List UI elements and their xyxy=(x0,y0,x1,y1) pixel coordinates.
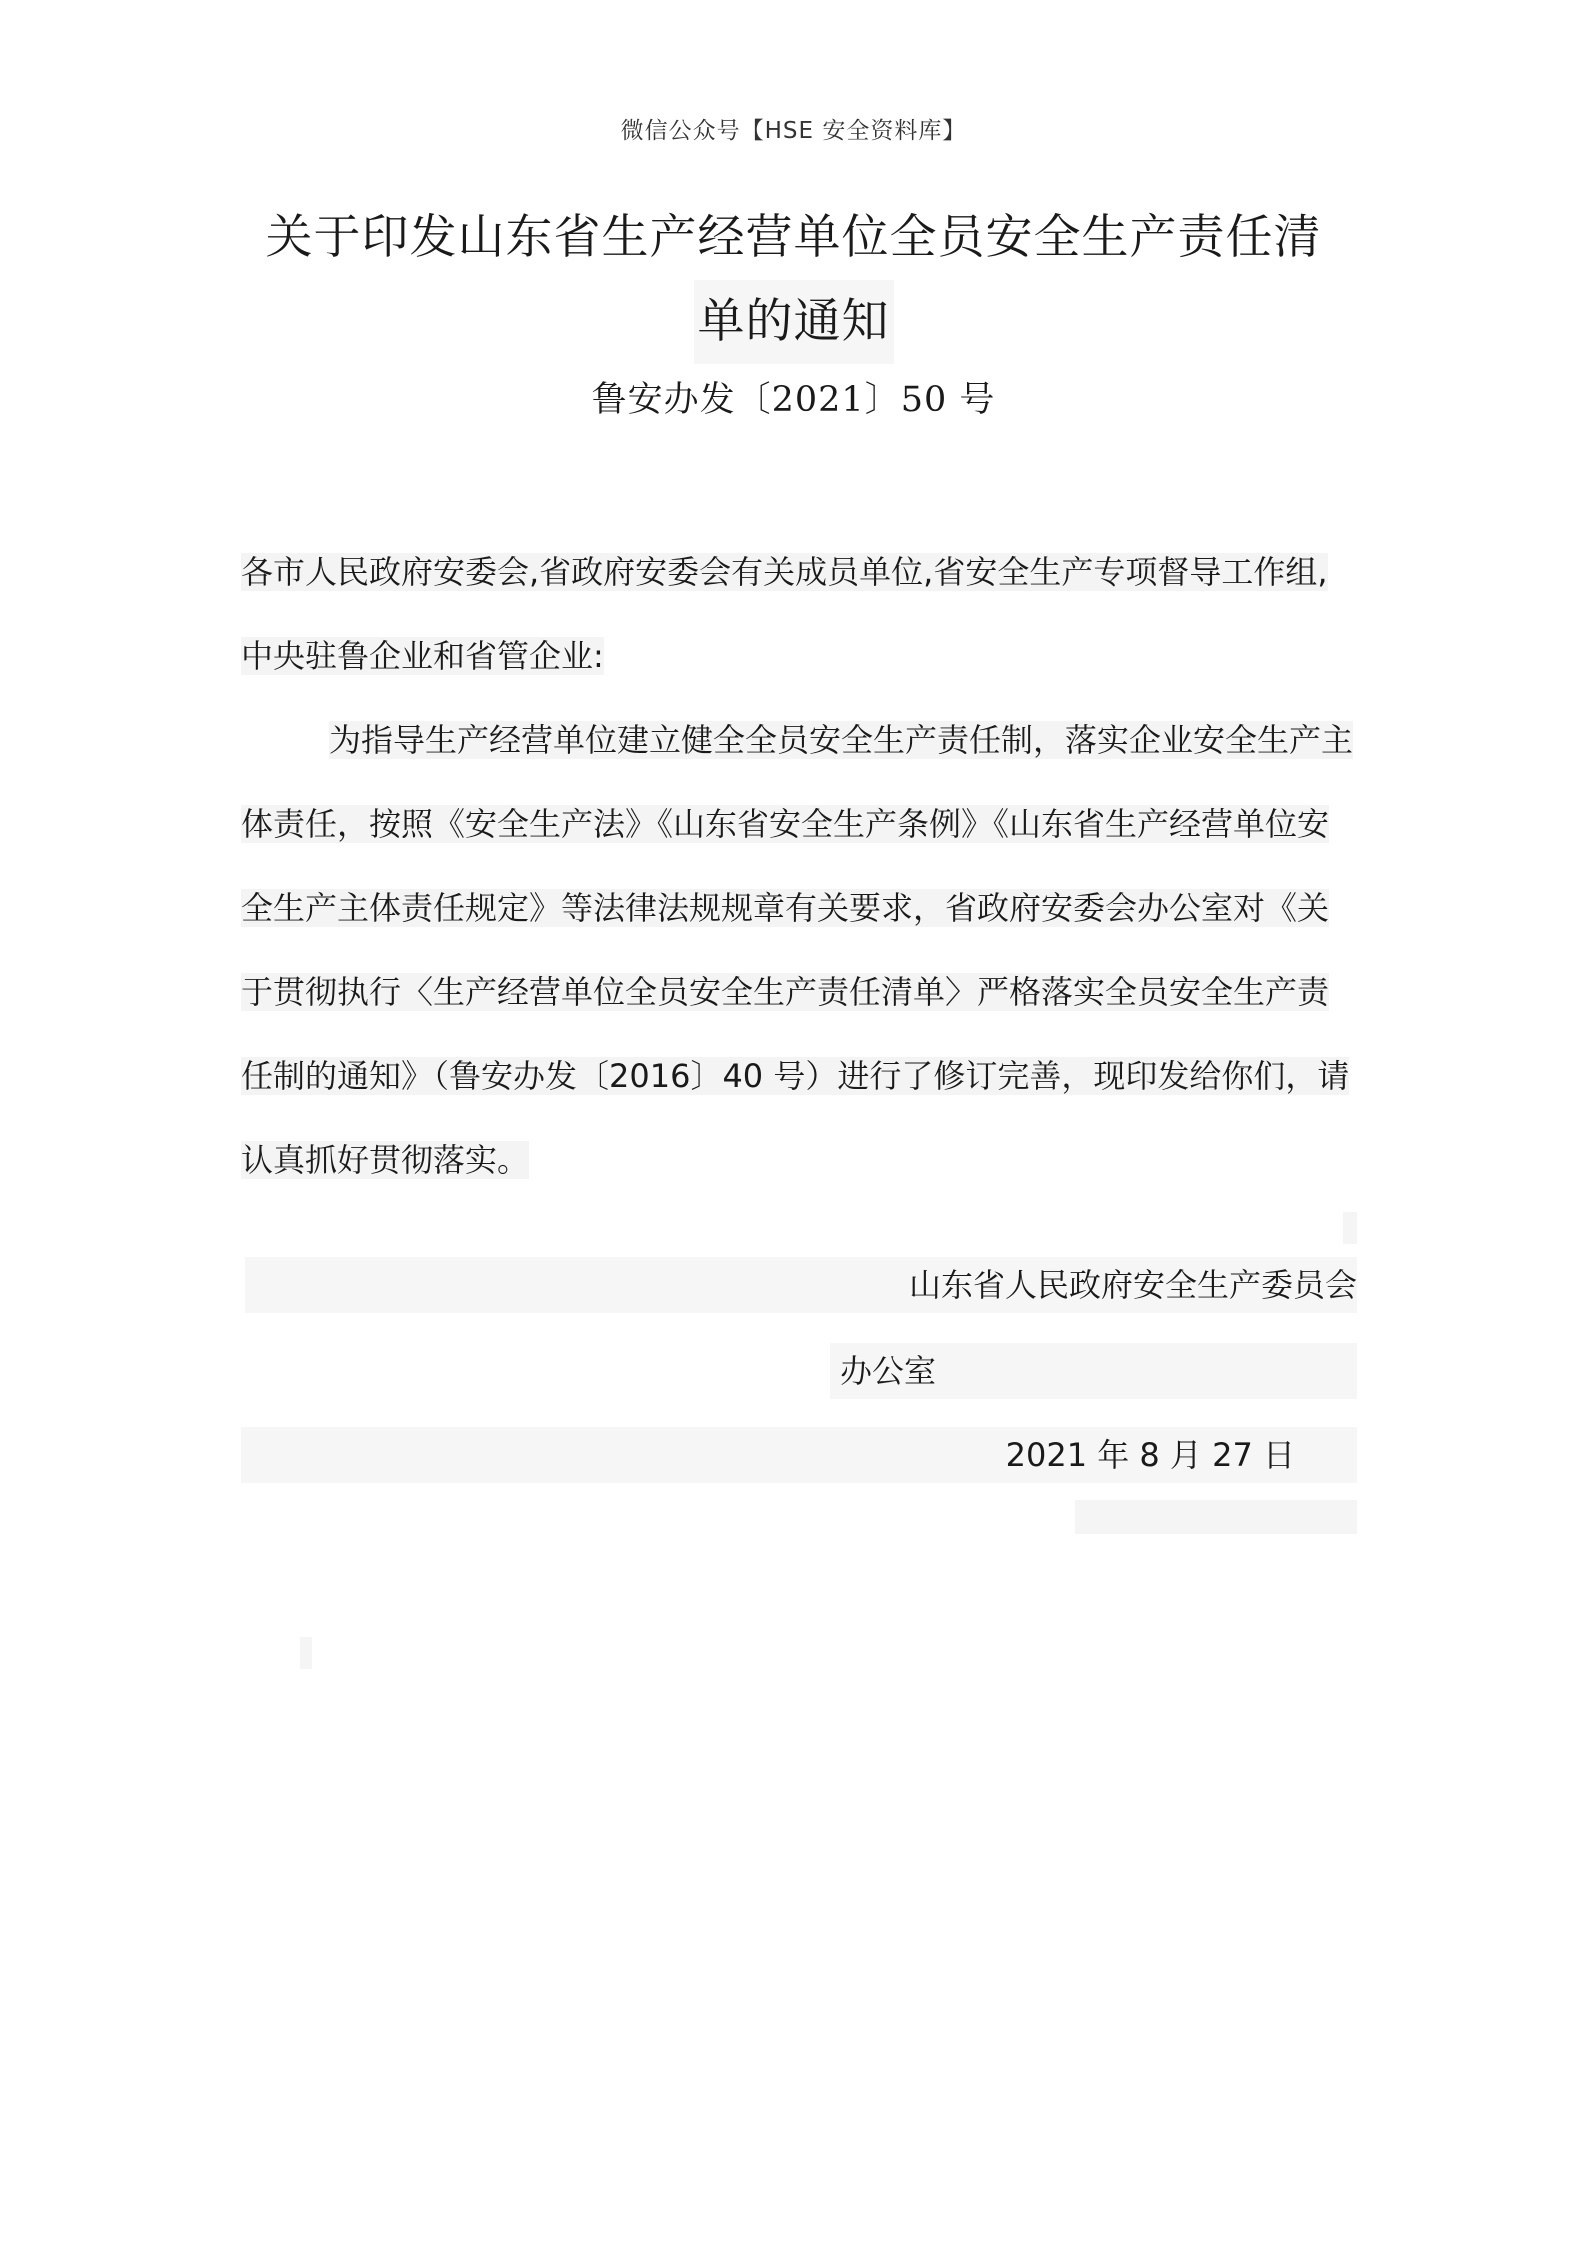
signature-date: 2021 年 8 月 27 日 xyxy=(241,1427,1357,1483)
signature-organization: 山东省人民政府安全生产委员会 xyxy=(245,1257,1357,1313)
recipients-text xyxy=(241,530,1357,698)
document-number: 鲁安办发〔2021〕50 号 xyxy=(591,380,996,420)
shade-block xyxy=(1343,1212,1357,1244)
title-line-2: 单的通知 xyxy=(694,280,894,364)
header-note: 微信公众号【HSE 安全资料库】 xyxy=(620,118,967,144)
document-title xyxy=(240,196,1347,364)
shade-block xyxy=(1075,1500,1357,1534)
paragraph-text: 为指导生产经营单位建立健全全员安全生产责任制，落实企业安全生产主体责任，按照《安全生产法》《山东省安全生产条例》《山东省生产经营单位安全生产主体责任规定》等法律法规规章有关要求，省政府安委会办公室对《关于贯彻执行〈生产经营单位全员安全生产责任清单〉严格落实全员安全生产责任制的通知》（鲁安办发〔2016〕40 号）进行了修订完善，现印发给你们，请认真抓好贯彻落实。 xyxy=(241,721,1354,1179)
shade-block xyxy=(300,1637,312,1669)
title-line-1: 关于印发山东省生产经营单位全员安全生产责任清 xyxy=(265,210,1322,265)
body-paragraph xyxy=(241,698,1357,1202)
recipients-line: 各市人民政府安委会,省政府安委会有关成员单位,省安全生产专项督导工作组,中央驻鲁企业和省管企业: xyxy=(241,553,1328,675)
signature-office: 办公室 xyxy=(830,1343,1357,1399)
